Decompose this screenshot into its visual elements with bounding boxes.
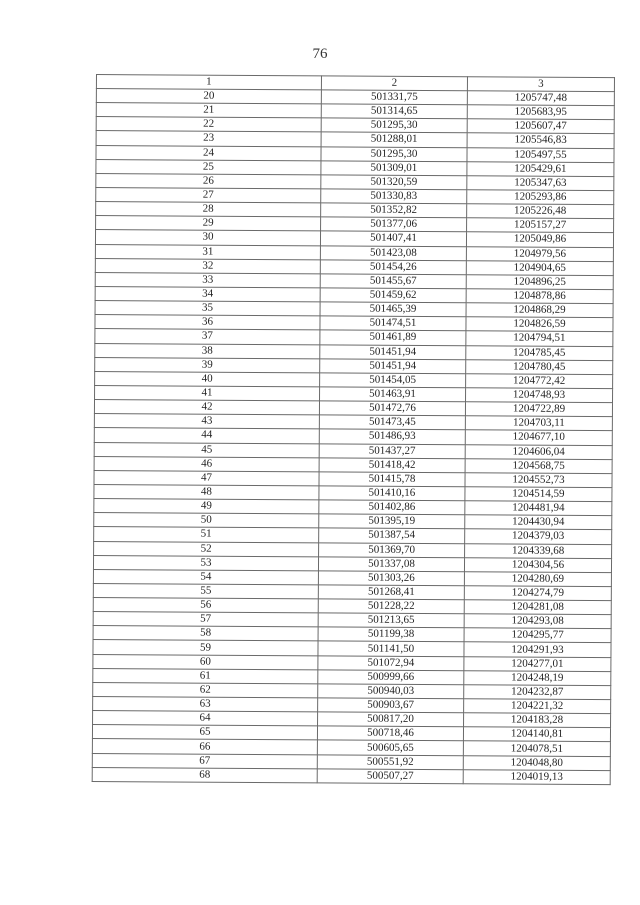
- column-header-point: 1: [96, 75, 321, 90]
- point-number-cell: 54: [93, 569, 318, 585]
- point-number-cell: 49: [94, 499, 319, 515]
- y-coordinate-cell: 1204048,80: [463, 755, 610, 770]
- x-coordinate-cell: 501288,01: [321, 132, 467, 147]
- point-number-cell: 66: [92, 739, 317, 755]
- x-coordinate-cell: 501309,01: [321, 161, 467, 176]
- x-coordinate-cell: 501387,54: [319, 528, 465, 543]
- x-coordinate-cell: 501465,39: [320, 302, 466, 317]
- x-coordinate-cell: 501454,26: [320, 260, 466, 275]
- y-coordinate-cell: 1205049,86: [466, 232, 613, 247]
- x-coordinate-cell: 500903,67: [318, 698, 464, 713]
- x-coordinate-cell: 500551,92: [317, 754, 463, 769]
- point-number-cell: 68: [92, 767, 317, 783]
- x-coordinate-cell: 500718,46: [317, 726, 463, 741]
- point-number-cell: 34: [95, 286, 320, 302]
- point-number-cell: 47: [94, 470, 319, 486]
- x-coordinate-cell: 501320,59: [321, 175, 467, 190]
- x-coordinate-cell: 501473,45: [319, 415, 465, 430]
- point-number-cell: 26: [96, 173, 321, 189]
- y-coordinate-cell: 1204379,03: [465, 529, 612, 544]
- y-coordinate-cell: 1204780,45: [466, 359, 613, 374]
- y-coordinate-cell: 1204568,75: [465, 458, 612, 473]
- x-coordinate-cell: 501423,08: [320, 245, 466, 260]
- y-coordinate-cell: 1204606,04: [465, 444, 612, 459]
- y-coordinate-cell: 1204481,94: [465, 501, 612, 516]
- x-coordinate-cell: 501330,83: [321, 189, 467, 204]
- point-number-cell: 41: [95, 385, 320, 401]
- point-number-cell: 39: [95, 357, 320, 373]
- column-header-y: 3: [467, 77, 614, 92]
- x-coordinate-cell: 501451,94: [320, 344, 466, 359]
- point-number-cell: 24: [96, 145, 321, 161]
- x-coordinate-cell: 500940,03: [318, 684, 464, 699]
- y-coordinate-cell: 1204514,59: [465, 487, 612, 502]
- point-number-cell: 56: [93, 598, 318, 614]
- y-coordinate-cell: 1205347,63: [467, 176, 614, 191]
- x-coordinate-cell: 500507,27: [317, 769, 463, 784]
- x-coordinate-cell: 501418,42: [319, 458, 465, 473]
- y-coordinate-cell: 1205747,48: [467, 91, 614, 106]
- point-number-cell: 29: [96, 216, 321, 232]
- y-coordinate-cell: 1205226,48: [467, 204, 614, 219]
- coordinates-table: [92, 74, 615, 785]
- y-coordinate-cell: 1204703,11: [465, 416, 612, 431]
- x-coordinate-cell: 501377,06: [321, 217, 467, 232]
- y-coordinate-cell: 1204221,32: [464, 699, 611, 714]
- x-coordinate-cell: 501199,38: [318, 627, 464, 642]
- point-number-cell: 36: [95, 315, 320, 331]
- x-coordinate-cell: 500999,66: [318, 670, 464, 685]
- x-coordinate-cell: 501072,94: [318, 655, 464, 670]
- y-coordinate-cell: 1204293,08: [464, 614, 611, 629]
- x-coordinate-cell: 501454,05: [320, 373, 466, 388]
- y-coordinate-cell: 1205429,61: [467, 161, 614, 176]
- point-number-cell: 67: [92, 753, 317, 769]
- y-coordinate-cell: 1204430,94: [465, 515, 612, 530]
- x-coordinate-cell: 501395,19: [319, 514, 465, 529]
- y-coordinate-cell: 1204140,81: [463, 727, 610, 742]
- point-number-cell: 62: [93, 682, 318, 698]
- point-number-cell: 65: [92, 725, 317, 741]
- y-coordinate-cell: 1204878,86: [466, 289, 613, 304]
- x-coordinate-cell: 501141,50: [318, 641, 464, 656]
- point-number-cell: 23: [96, 131, 321, 147]
- y-coordinate-cell: 1204748,93: [466, 388, 613, 403]
- point-number-cell: 60: [93, 654, 318, 670]
- table-body: [92, 89, 614, 785]
- y-coordinate-cell: 1204339,68: [465, 543, 612, 558]
- y-coordinate-cell: 1204304,56: [464, 557, 611, 572]
- y-coordinate-cell: 1204248,19: [464, 671, 611, 686]
- x-coordinate-cell: 501303,26: [318, 571, 464, 586]
- page-number: 76: [312, 46, 328, 62]
- y-coordinate-cell: 1205683,95: [467, 105, 614, 120]
- point-number-cell: 52: [94, 541, 319, 557]
- y-coordinate-cell: 1205157,27: [467, 218, 614, 233]
- point-number-cell: 43: [94, 414, 319, 430]
- x-coordinate-cell: 501369,70: [319, 542, 465, 557]
- point-number-cell: 45: [94, 442, 319, 458]
- x-coordinate-cell: 501461,89: [320, 330, 466, 345]
- y-coordinate-cell: 1205607,47: [467, 119, 614, 134]
- point-number-cell: 25: [96, 159, 321, 175]
- y-coordinate-cell: 1204232,87: [464, 685, 611, 700]
- point-number-cell: 42: [94, 400, 319, 416]
- point-number-cell: 53: [93, 555, 318, 571]
- x-coordinate-cell: 501352,82: [321, 203, 467, 218]
- point-number-cell: 38: [95, 343, 320, 359]
- x-coordinate-cell: 501213,65: [318, 613, 464, 628]
- x-coordinate-cell: 501437,27: [319, 443, 465, 458]
- point-number-cell: 22: [96, 117, 321, 133]
- point-number-cell: 20: [96, 89, 321, 105]
- x-coordinate-cell: 501455,67: [320, 274, 466, 289]
- y-coordinate-cell: 1204295,77: [464, 628, 611, 643]
- point-number-cell: 27: [96, 187, 321, 203]
- x-coordinate-cell: 501410,16: [319, 486, 465, 501]
- y-coordinate-cell: 1204078,51: [463, 741, 610, 756]
- y-coordinate-cell: 1204280,69: [464, 572, 611, 587]
- x-coordinate-cell: 501472,76: [319, 401, 465, 416]
- x-coordinate-cell: 501228,22: [318, 599, 464, 614]
- point-number-cell: 30: [95, 230, 320, 246]
- point-number-cell: 64: [93, 711, 318, 727]
- point-number-cell: 63: [93, 697, 318, 713]
- point-number-cell: 51: [94, 527, 319, 543]
- y-coordinate-cell: 1204291,93: [464, 642, 611, 657]
- x-coordinate-cell: 500817,20: [318, 712, 464, 727]
- coordinates-table-wrapper: [92, 74, 614, 785]
- x-coordinate-cell: 501402,86: [319, 500, 465, 515]
- y-coordinate-cell: 1204183,28: [464, 713, 611, 728]
- point-number-cell: 32: [95, 258, 320, 274]
- point-number-cell: 61: [93, 668, 318, 684]
- point-number-cell: 40: [95, 371, 320, 387]
- y-coordinate-cell: 1204722,89: [465, 402, 612, 417]
- y-coordinate-cell: 1204019,13: [463, 770, 610, 785]
- point-number-cell: 50: [94, 513, 319, 529]
- y-coordinate-cell: 1204772,42: [466, 374, 613, 389]
- y-coordinate-cell: 1204826,59: [466, 317, 613, 332]
- y-coordinate-cell: 1204785,45: [466, 345, 613, 360]
- point-number-cell: 59: [93, 640, 318, 656]
- point-number-cell: 46: [94, 456, 319, 472]
- point-number-cell: 44: [94, 428, 319, 444]
- point-number-cell: 57: [93, 612, 318, 628]
- point-number-cell: 35: [95, 301, 320, 317]
- y-coordinate-cell: 1204896,25: [466, 275, 613, 290]
- table-row: [92, 767, 610, 784]
- y-coordinate-cell: 1205293,86: [467, 190, 614, 205]
- y-coordinate-cell: 1204677,10: [465, 430, 612, 445]
- y-coordinate-cell: 1205546,83: [467, 133, 614, 148]
- x-coordinate-cell: 501415,78: [319, 472, 465, 487]
- column-header-x: 2: [321, 76, 467, 91]
- y-coordinate-cell: 1204868,29: [466, 303, 613, 318]
- point-number-cell: 55: [93, 583, 318, 599]
- y-coordinate-cell: 1204979,56: [466, 246, 613, 261]
- point-number-cell: 37: [95, 329, 320, 345]
- x-coordinate-cell: 501451,94: [320, 359, 466, 374]
- y-coordinate-cell: 1204277,01: [464, 656, 611, 671]
- x-coordinate-cell: 501314,65: [321, 104, 467, 119]
- x-coordinate-cell: 501474,51: [320, 316, 466, 331]
- y-coordinate-cell: 1205497,55: [467, 147, 614, 162]
- point-number-cell: 58: [93, 626, 318, 642]
- x-coordinate-cell: 501295,30: [321, 118, 467, 133]
- point-number-cell: 21: [96, 103, 321, 119]
- y-coordinate-cell: 1204552,73: [465, 473, 612, 488]
- y-coordinate-cell: 1204281,08: [464, 600, 611, 615]
- x-coordinate-cell: 501337,08: [318, 557, 464, 572]
- point-number-cell: 28: [96, 202, 321, 218]
- x-coordinate-cell: 501407,41: [320, 231, 466, 246]
- point-number-cell: 48: [94, 484, 319, 500]
- y-coordinate-cell: 1204274,79: [464, 586, 611, 601]
- y-coordinate-cell: 1204794,51: [466, 331, 613, 346]
- x-coordinate-cell: 501268,41: [318, 585, 464, 600]
- x-coordinate-cell: 501486,93: [319, 429, 465, 444]
- x-coordinate-cell: 500605,65: [317, 740, 463, 755]
- point-number-cell: 31: [95, 244, 320, 260]
- x-coordinate-cell: 501331,75: [321, 90, 467, 105]
- y-coordinate-cell: 1204904,65: [466, 260, 613, 275]
- point-number-cell: 33: [95, 272, 320, 288]
- x-coordinate-cell: 501459,62: [320, 288, 466, 303]
- x-coordinate-cell: 501463,91: [320, 387, 466, 402]
- x-coordinate-cell: 501295,30: [321, 146, 467, 161]
